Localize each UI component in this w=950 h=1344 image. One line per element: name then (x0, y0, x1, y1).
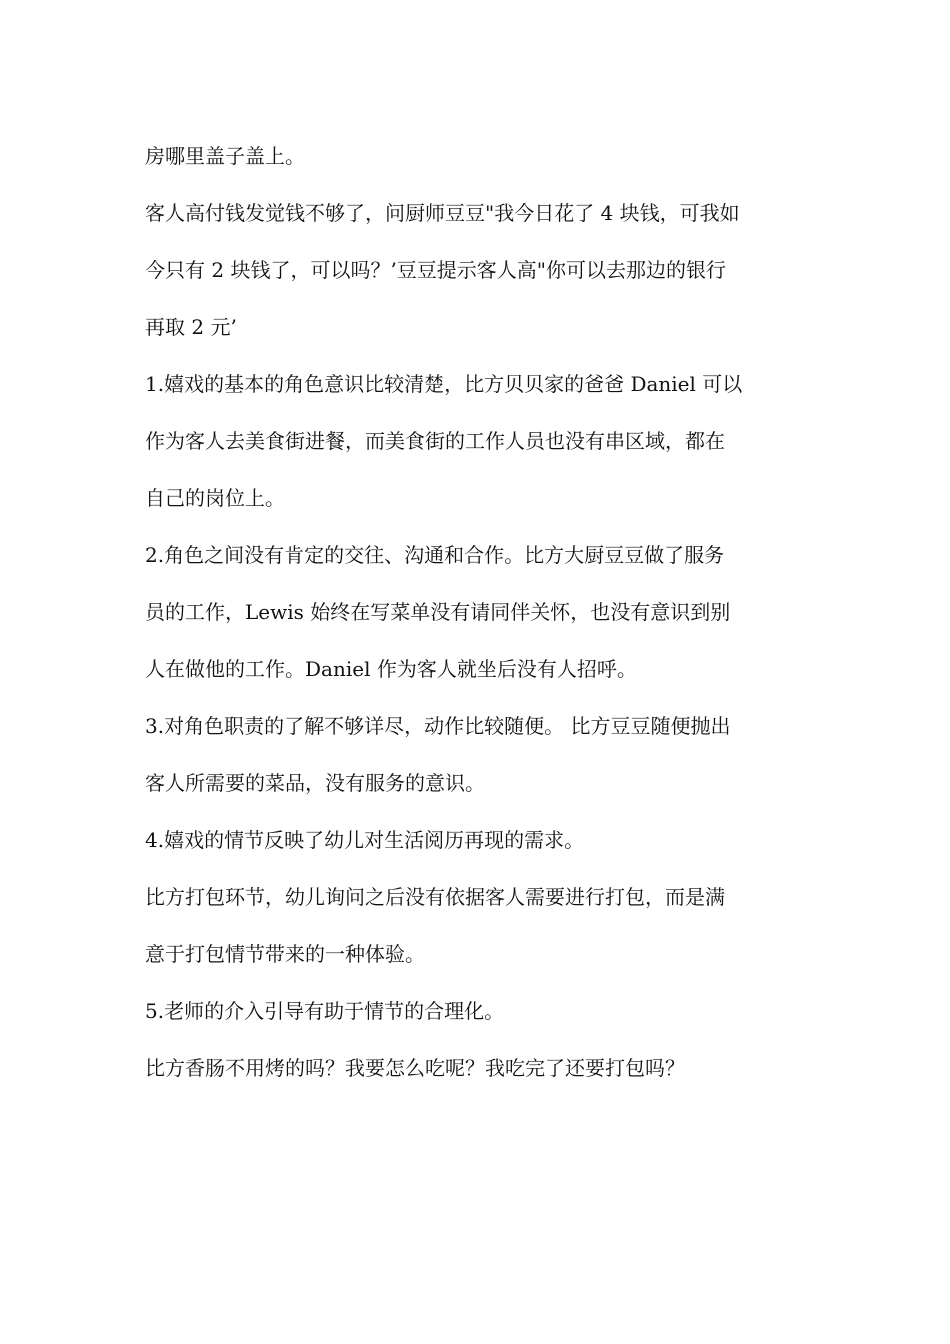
text-line: 4.嬉戏的情节反映了幼儿对生活阅历再现的需求。 (145, 828, 585, 852)
text-line: 比方香肠不用烤的吗？我要怎么吃呢？我吃完了还要打包吗？ (145, 1056, 685, 1080)
text-line: 1.嬉戏的基本的角色意识比较清楚，比方贝贝家的爸爸 Daniel 可以 (145, 372, 743, 396)
text-line: 客人所需要的菜品，没有服务的意识。 (145, 771, 485, 795)
text-line: 比方打包环节，幼儿询问之后没有依据客人需要进行打包，而是满 (145, 885, 725, 909)
text-line: 5.老师的介入引导有助于情节的合理化。 (145, 999, 505, 1023)
text-line: 意于打包情节带来的一种体验。 (145, 942, 425, 966)
text-line: 2.角色之间没有肯定的交往、沟通和合作。比方大厨豆豆做了服务 (145, 543, 725, 567)
text-line: 3.对角色职责的了解不够详尽，动作比较随便。 比方豆豆随便抛出 (145, 714, 731, 738)
document-body (145, 128, 807, 1097)
text-line: 今只有 2 块钱了，可以吗？’豆豆提示客人高"你可以去那边的银行 (145, 258, 726, 282)
text-line: 自己的岗位上。 (145, 486, 285, 510)
text-line: 客人高付钱发觉钱不够了，问厨师豆豆"我今日花了 4 块钱，可我如 (145, 201, 740, 225)
text-line: 作为客人去美食街进餐，而美食街的工作人员也没有串区域，都在 (145, 429, 725, 453)
text-line: 人在做他的工作。Daniel 作为客人就坐后没有人招呼。 (145, 657, 637, 681)
text-line: 再取 2 元’ (145, 315, 237, 339)
text-line: 房哪里盖子盖上。 (145, 144, 305, 168)
text-line: 员的工作，Lewis 始终在写菜单没有请同伴关怀，也没有意识到别 (145, 600, 731, 624)
